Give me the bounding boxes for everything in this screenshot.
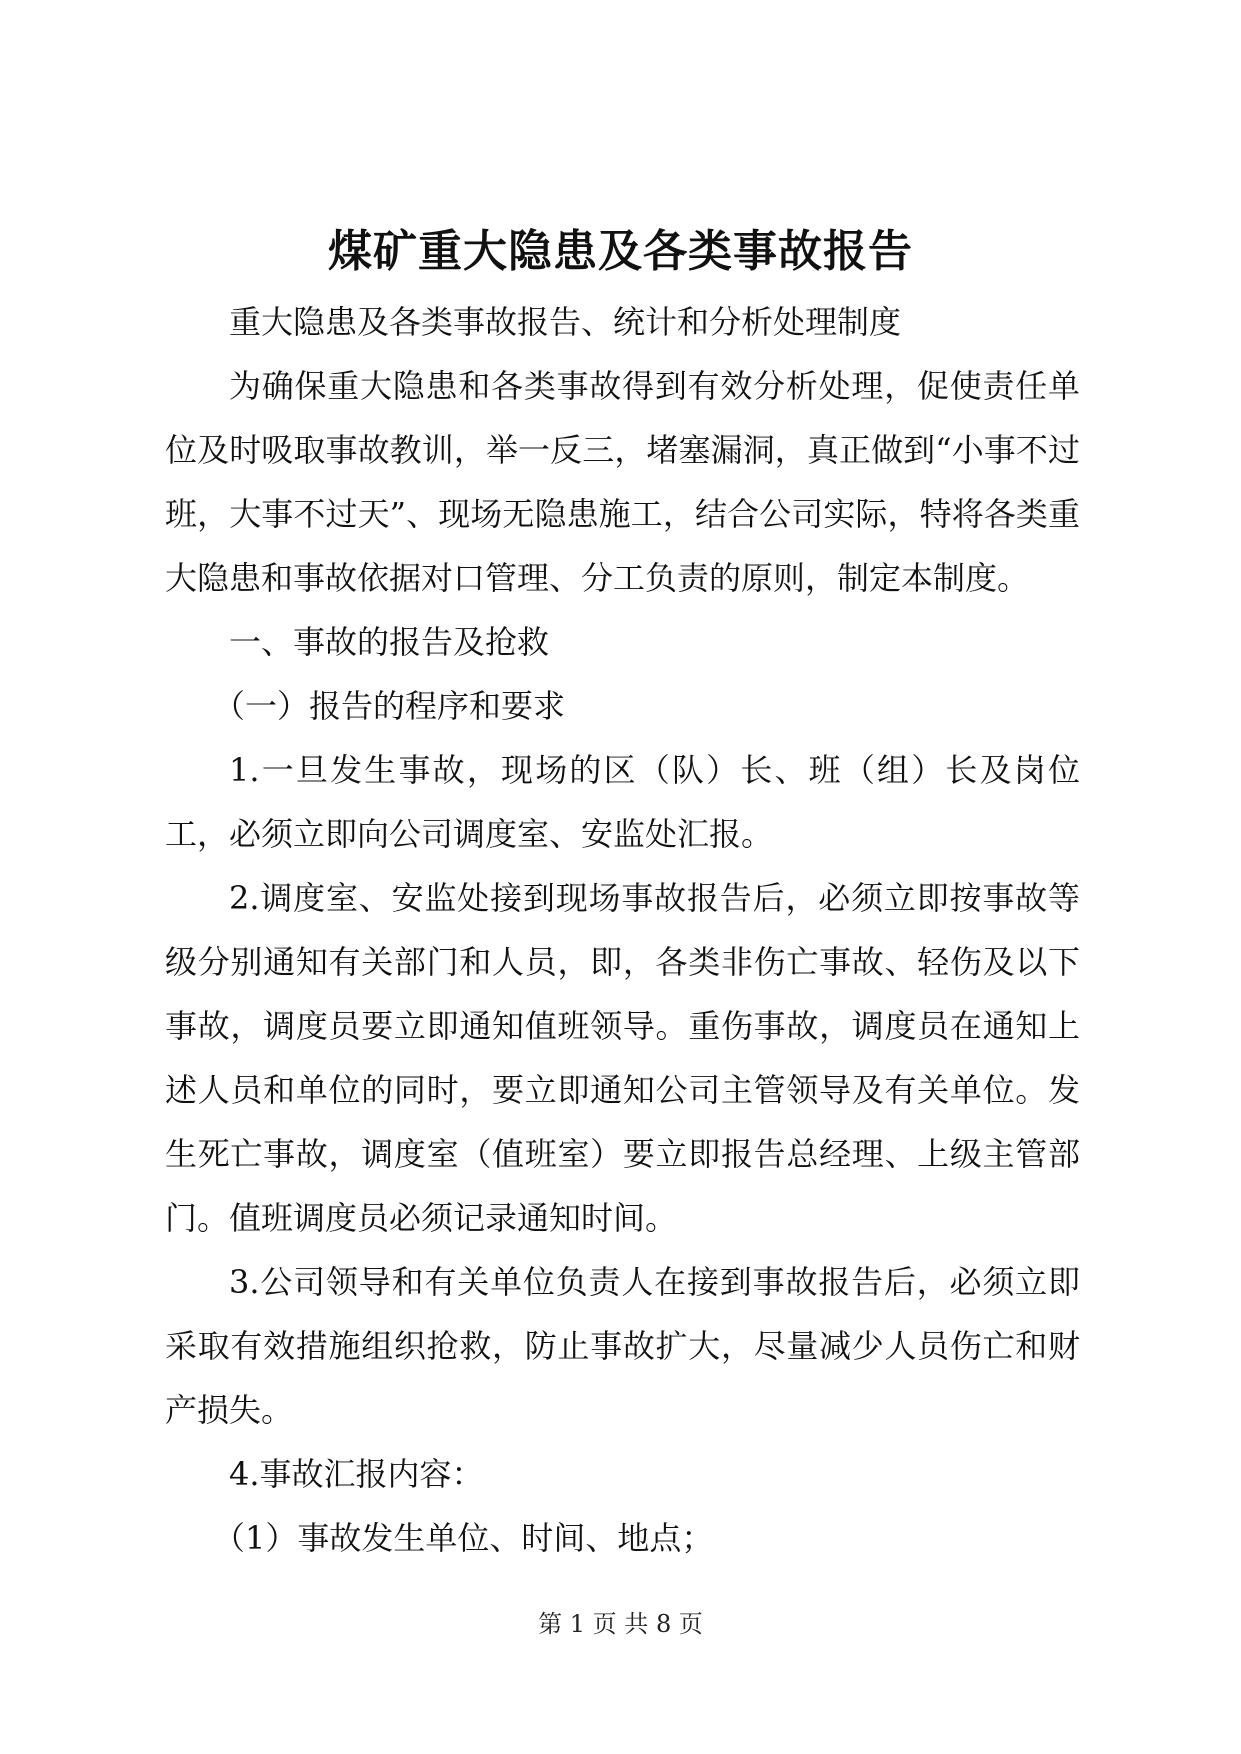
page-number: 第 1 页 共 8 页 <box>538 1610 703 1638</box>
section-heading: 一、事故的报告及抢救 <box>229 623 550 661</box>
paragraph-item-2: 2.调度室、安监处接到现场事故报告后，必须立即按事故等级分别通知有关部门和人员，即，各类非伤亡事故、轻伤及以下事故，调度员要立即通知值班领导。重伤事故，调度员在通知上述人员和单位的同时，要立即通知公司主管领导及有关单位。发生死亡事故，调度室（值班室）要立即报告总经理、上级主管部门。值班调度员必须记录通知时间。 <box>165 879 1080 1237</box>
document-body <box>165 290 1080 1570</box>
paragraph-subtitle: 重大隐患及各类事故报告、统计和分析处理制度 <box>229 303 902 341</box>
paragraph-item-1: 1.一旦发生事故，现场的区（队）长、班（组）长及岗位工，必须立即向公司调度室、安监处汇报。 <box>165 751 1080 853</box>
paragraph-item-3: 3.公司领导和有关单位负责人在接到事故报告后，必须立即采取有效措施组织抢救，防止事故扩大，尽量减少人员伤亡和财产损失。 <box>165 1263 1080 1429</box>
paragraph-intro: 为确保重大隐患和各类事故得到有效分析处理，促使责任单位及时吸取事故教训，举一反三，堵塞漏洞，真正做到“小事不过班，大事不过天”、现场无隐患施工，结合公司实际，特将各类重大隐患和事故依据对口管理、分工负责的原则，制定本制度。 <box>165 367 1080 597</box>
document-title: 煤矿重大隐患及各类事故报告 <box>328 226 913 277</box>
paragraph-subitem-1: （1）事故发生单位、时间、地点； <box>213 1519 714 1557</box>
subsection-heading: （一）报告的程序和要求 <box>213 687 566 725</box>
paragraph-item-4: 4.事故汇报内容： <box>229 1455 484 1493</box>
